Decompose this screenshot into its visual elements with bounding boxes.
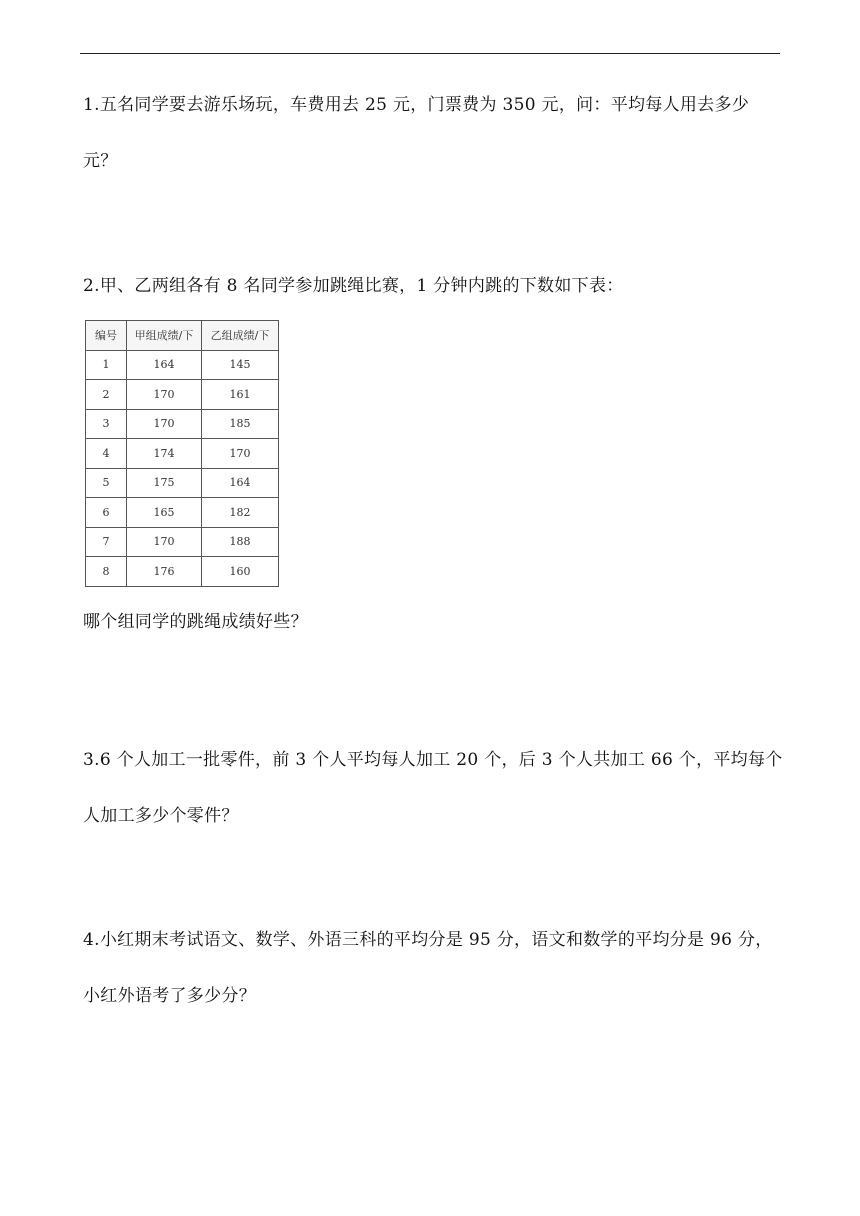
table-row — [86, 439, 279, 469]
cell-group-a: 170 — [127, 380, 202, 410]
table-row — [86, 498, 279, 528]
table-row — [86, 557, 279, 587]
table-row — [86, 468, 279, 498]
cell-number: 5 — [86, 468, 127, 498]
cell-number: 7 — [86, 527, 127, 557]
cell-number: 8 — [86, 557, 127, 587]
table-row — [86, 409, 279, 439]
cell-group-b: 188 — [202, 527, 279, 557]
cell-group-b: 185 — [202, 409, 279, 439]
table-header-row — [86, 321, 279, 351]
table-row — [86, 350, 279, 380]
question-3: 3.6 个人加工一批零件，前 3 个人平均每人加工 20 个，后 3 个人共加工 66 个，平均每个人加工多少个零件？ — [83, 750, 783, 826]
cell-number: 4 — [86, 439, 127, 469]
cell-group-b: 164 — [202, 468, 279, 498]
cell-group-b: 160 — [202, 557, 279, 587]
cell-number: 1 — [86, 350, 127, 380]
cell-group-a: 170 — [127, 409, 202, 439]
cell-group-a: 165 — [127, 498, 202, 528]
cell-group-a: 170 — [127, 527, 202, 557]
cell-number: 3 — [86, 409, 127, 439]
cell-group-a: 174 — [127, 439, 202, 469]
cell-number: 2 — [86, 380, 127, 410]
table-row — [86, 527, 279, 557]
header-number: 编号 — [86, 321, 127, 351]
cell-group-a: 164 — [127, 350, 202, 380]
header-group-a: 甲组成绩/下 — [127, 321, 202, 351]
question-2-prompt: 哪个组同学的跳绳成绩好些？ — [83, 612, 308, 632]
header-rule — [80, 53, 780, 54]
question-1: 1.五名同学要去游乐场玩，车费用去 25 元，门票费为 350 元，问：平均每人用去多少元？ — [83, 95, 750, 171]
cell-group-b: 145 — [202, 350, 279, 380]
question-2-intro: 2.甲、乙两组各有 8 名同学参加跳绳比赛，1 分钟内跳的下数如下表： — [83, 276, 624, 296]
cell-group-b: 182 — [202, 498, 279, 528]
cell-group-a: 175 — [127, 468, 202, 498]
jump-rope-score-table — [85, 320, 279, 587]
table-row — [86, 380, 279, 410]
header-group-b: 乙组成绩/下 — [202, 321, 279, 351]
cell-group-a: 176 — [127, 557, 202, 587]
cell-number: 6 — [86, 498, 127, 528]
question-4: 4.小红期末考试语文、数学、外语三科的平均分是 95 分，语文和数学的平均分是 96 分，小红外语考了多少分？ — [83, 930, 773, 1006]
cell-group-b: 170 — [202, 439, 279, 469]
cell-group-b: 161 — [202, 380, 279, 410]
